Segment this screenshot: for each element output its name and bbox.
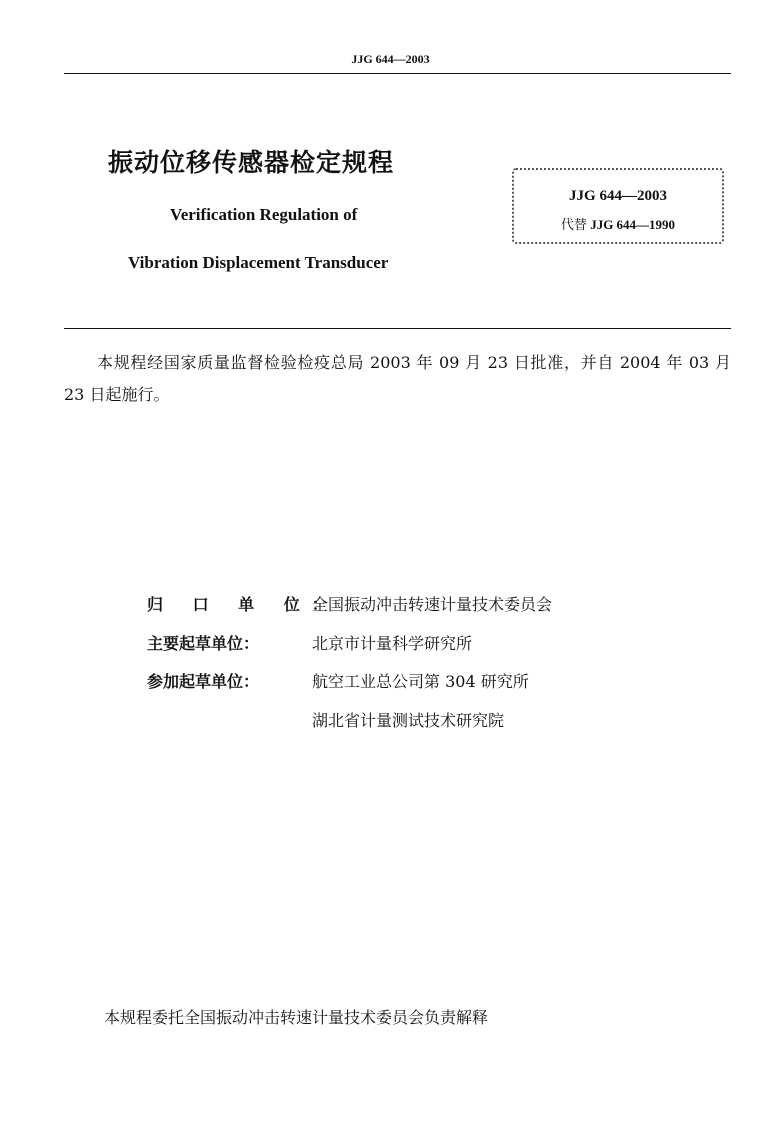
main-drafter-label: 主要起草单位：: [147, 634, 260, 653]
participating-drafter-value-1: 航空工业总公司第 304 研究所: [312, 672, 529, 691]
section-rule: [64, 328, 731, 329]
standard-code: JJG 644—2003: [569, 188, 667, 204]
replaces-prefix: 代替: [560, 217, 587, 232]
participating-drafter-label: 参加起草单位：: [147, 672, 260, 691]
main-drafter-value: 北京市计量科学研究所: [312, 634, 473, 653]
title-english-line1: Verification Regulation of: [170, 205, 358, 224]
interpretation-note: 本规程委托全国振动冲击转速计量技术委员会负责解释: [104, 1008, 489, 1027]
running-header-code: JJG 644—2003: [351, 52, 430, 66]
header-rule: [64, 73, 731, 74]
standard-code-box: [512, 168, 724, 244]
title-english-line2: Vibration Displacement Transducer: [128, 253, 389, 272]
replaces-line: [514, 214, 722, 233]
title-chinese: 振动位移传感器检定规程: [108, 148, 395, 177]
replaces-code: JJG 644—1990: [590, 217, 676, 232]
approval-statement: 本规程经国家质量监督检验检疫总局 2003 年 09 月 23 日批准，并自 2004 年 03 月 23 日起施行。: [64, 353, 731, 404]
responsible-unit-value: 全国振动冲击转速计量技术委员会: [312, 595, 553, 614]
responsible-unit-label: 归 口 单 位：: [147, 595, 340, 614]
participating-drafter-value-2: 湖北省计量测试技术研究院: [312, 711, 505, 730]
